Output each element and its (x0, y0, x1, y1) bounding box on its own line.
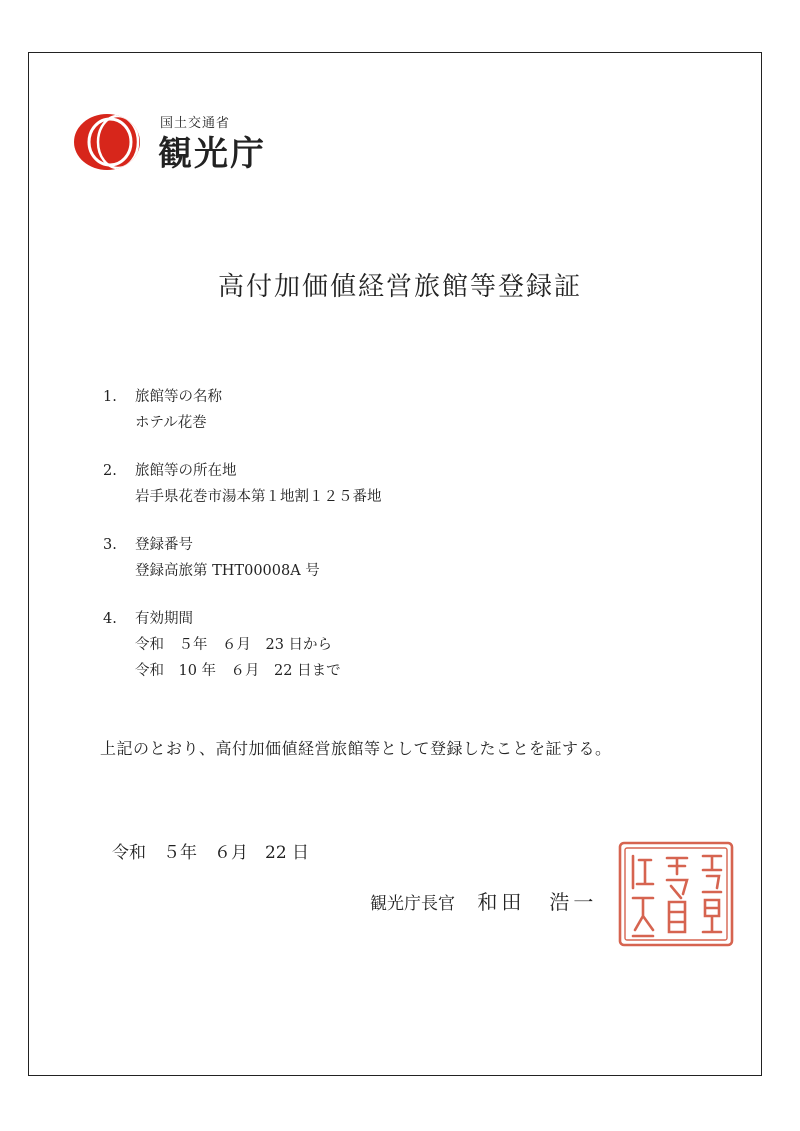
issue-date: 令和 ５年 ６月 22 日 (112, 843, 310, 863)
item-label: 登録番号 (135, 537, 193, 553)
item-facility-address (103, 458, 382, 510)
item-value: 登録高旅第 THT00008A 号 (135, 563, 320, 579)
signatory (370, 886, 597, 915)
logo-agency-name: 観光庁 (158, 134, 266, 174)
item-label: 旅館等の名称 (135, 389, 222, 405)
item-value: 岩手県花巻市湯本第１地割１２５番地 (135, 489, 382, 505)
certification-statement: 上記のとおり、高付加価値経営旅館等として登録したことを証する。 (100, 739, 612, 758)
item-number: 4. (103, 611, 117, 627)
item-validity-period (103, 606, 341, 684)
official-seal-stamp (617, 840, 735, 948)
validity-from: 令和 ５年 ６月 23 日から (135, 637, 333, 653)
item-label: 旅館等の所在地 (135, 463, 237, 479)
japan-tourism-agency-logo-mark (72, 112, 142, 172)
validity-to: 令和 10 年 ６月 22 日まで (135, 663, 341, 679)
item-facility-name (103, 384, 222, 436)
item-label: 有効期間 (135, 611, 193, 627)
signatory-title: 観光庁長官 (370, 894, 455, 914)
item-value: ホテル花巻 (135, 415, 207, 431)
item-number: 2. (103, 463, 117, 479)
signatory-name: 和田 浩一 (477, 890, 598, 914)
certificate-title: 高付加価値経営旅館等登録証 (217, 272, 582, 302)
item-number: 1. (103, 389, 117, 405)
item-number: 3. (103, 537, 117, 553)
logo-ministry-name: 国土交通省 (160, 116, 231, 131)
agency-logo (72, 110, 282, 174)
item-registration-number (103, 532, 320, 584)
